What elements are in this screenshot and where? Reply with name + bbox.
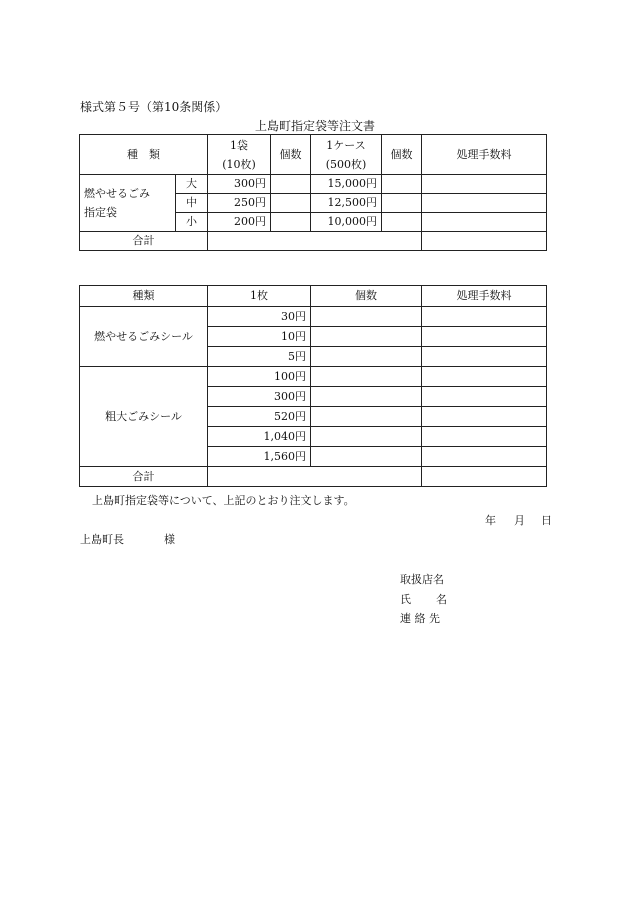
- dealer-contact-label: 連 絡 先: [400, 612, 440, 625]
- bag-count-input[interactable]: [271, 213, 311, 232]
- table-header-row: [80, 286, 547, 307]
- seal-header-count: 個数: [311, 286, 422, 307]
- seal-price: 100円: [208, 367, 311, 387]
- order-statement: 上島町指定袋等について、上記のとおり注文します。: [92, 494, 355, 507]
- header-count: 個数: [271, 135, 311, 175]
- case-price-large: 15,000円: [311, 175, 382, 194]
- seal-fee-cell[interactable]: [422, 447, 547, 467]
- table-header-row: [80, 135, 547, 175]
- seal-fee-cell[interactable]: [422, 347, 547, 367]
- addressee-label: 上島町長: [80, 533, 124, 546]
- seal-count-input[interactable]: [311, 407, 422, 427]
- seal-price: 300円: [208, 387, 311, 407]
- bag-count-input[interactable]: [271, 175, 311, 194]
- bags-total-count[interactable]: [208, 232, 422, 251]
- bag-price-small: 200円: [208, 213, 271, 232]
- seals-total-label: 合計: [80, 467, 208, 487]
- seal-count-input[interactable]: [311, 327, 422, 347]
- seal-fee-cell[interactable]: [422, 327, 547, 347]
- table-row: [80, 307, 547, 327]
- bag-order-table: [79, 134, 547, 251]
- bag-size-small: 小: [176, 213, 208, 232]
- seal-fee-cell[interactable]: [422, 427, 547, 447]
- bulky-seal-label: 粗大ごみシール: [80, 367, 208, 467]
- dealer-shop-label: 取扱店名: [400, 573, 444, 586]
- bag-price-medium: 250円: [208, 194, 271, 213]
- form-number: 様式第５号（第10条関係）: [80, 100, 228, 114]
- seal-count-input[interactable]: [311, 307, 422, 327]
- header-per-bag-line2: (10枚): [222, 157, 256, 171]
- bag-count-input[interactable]: [271, 194, 311, 213]
- fee-cell[interactable]: [422, 194, 547, 213]
- seal-price: 30円: [208, 307, 311, 327]
- seal-price: 5円: [208, 347, 311, 367]
- bags-total-fee[interactable]: [422, 232, 547, 251]
- date-month: 月: [514, 514, 525, 527]
- seal-fee-cell[interactable]: [422, 407, 547, 427]
- seals-total-fee[interactable]: [422, 467, 547, 487]
- dealer-name-label-1: 氏: [400, 593, 411, 606]
- seal-count-input[interactable]: [311, 367, 422, 387]
- fee-cell[interactable]: [422, 213, 547, 232]
- total-row: [80, 232, 547, 251]
- total-row: [80, 467, 547, 487]
- seal-order-table: [79, 285, 547, 487]
- seal-header-fee: 処理手数料: [422, 286, 547, 307]
- seals-total-count[interactable]: [208, 467, 422, 487]
- fee-cell[interactable]: [422, 175, 547, 194]
- case-count-input[interactable]: [382, 194, 422, 213]
- seal-header-type: 種類: [80, 286, 208, 307]
- bags-total-label: 合計: [80, 232, 208, 251]
- seal-fee-cell[interactable]: [422, 387, 547, 407]
- seal-count-input[interactable]: [311, 427, 422, 447]
- bag-size-medium: 中: [176, 194, 208, 213]
- header-count2: 個数: [382, 135, 422, 175]
- date-year: 年: [485, 514, 496, 527]
- page-title: 上島町指定袋等注文書: [254, 119, 375, 133]
- bag-category-cell: [80, 175, 176, 232]
- seal-price: 1,040円: [208, 427, 311, 447]
- date-day: 日: [541, 514, 552, 527]
- table-row: [80, 175, 547, 194]
- case-price-small: 10,000円: [311, 213, 382, 232]
- case-count-input[interactable]: [382, 175, 422, 194]
- header-per-case: [311, 135, 382, 175]
- header-fee: 処理手数料: [422, 135, 547, 175]
- seal-price: 520円: [208, 407, 311, 427]
- seal-fee-cell[interactable]: [422, 307, 547, 327]
- bag-category-line1: 燃やせるごみ: [84, 187, 150, 200]
- header-per-bag-line1: 1袋: [230, 138, 248, 152]
- bag-category-line2: 指定袋: [84, 206, 117, 219]
- header-type: 種 類: [80, 135, 208, 175]
- header-per-bag: [208, 135, 271, 175]
- seal-price: 1,560円: [208, 447, 311, 467]
- case-count-input[interactable]: [382, 213, 422, 232]
- header-per-case-line1: 1ケース: [326, 138, 366, 152]
- seal-count-input[interactable]: [311, 387, 422, 407]
- seal-count-input[interactable]: [311, 447, 422, 467]
- table-row: [80, 367, 547, 387]
- case-price-medium: 12,500円: [311, 194, 382, 213]
- seal-count-input[interactable]: [311, 347, 422, 367]
- dealer-name-label-2: 名: [436, 593, 447, 606]
- seal-header-per-sheet: 1枚: [208, 286, 311, 307]
- bag-size-large: 大: [176, 175, 208, 194]
- bag-price-large: 300円: [208, 175, 271, 194]
- addressee-honorific: 様: [164, 533, 175, 546]
- seal-price: 10円: [208, 327, 311, 347]
- header-per-case-line2: (500枚): [325, 157, 367, 171]
- burnable-seal-label: 燃やせるごみシール: [80, 307, 208, 367]
- seal-fee-cell[interactable]: [422, 367, 547, 387]
